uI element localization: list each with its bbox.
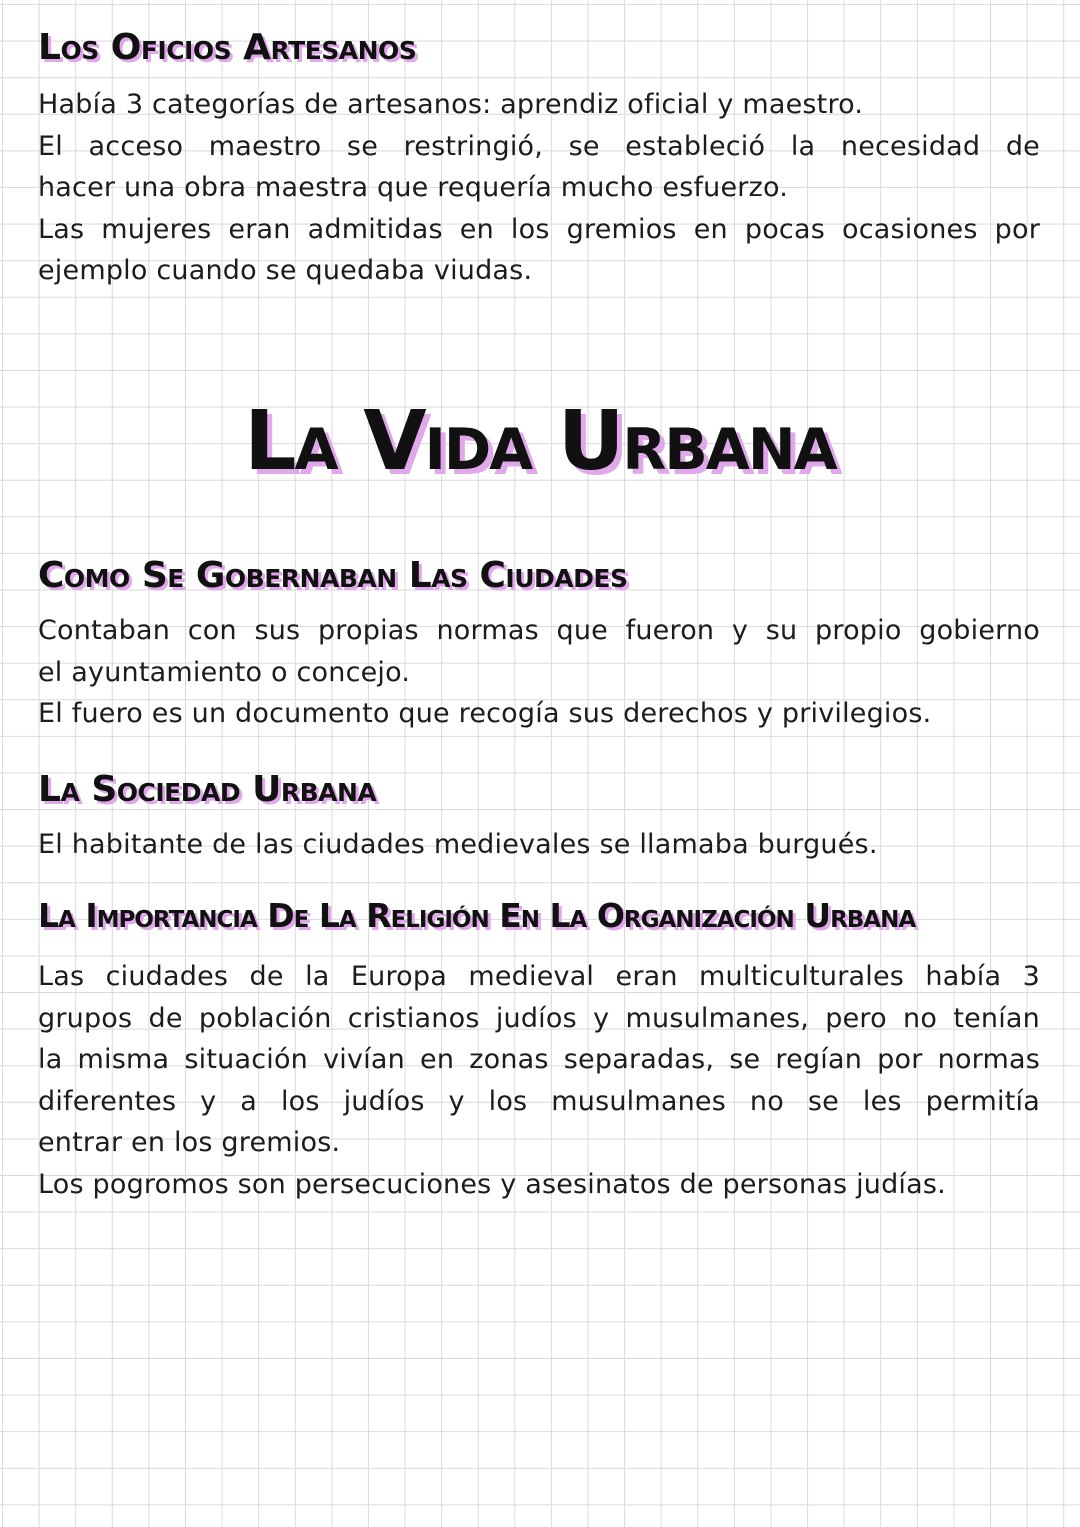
text-line: entrar en los gremios. — [38, 1127, 341, 1158]
text-line: El habitante de las ciudades medievales se llamaba burgués. — [38, 829, 878, 860]
text-line: El fuero es un documento que recogía sus derechos y privilegios. — [38, 698, 932, 729]
section-title-sociedad-urbana: La Sociedad Urbana — [38, 769, 377, 810]
text-line: diferentes y a los judíos y los musulmanes no se les permitía — [38, 1085, 1040, 1117]
paragraph-oficios — [38, 84, 1040, 292]
section-title-oficios-artesanos: Los Oficios Artesanos — [38, 27, 417, 68]
text-line: Contaban con sus propias normas que fueron y su propio gobierno — [38, 615, 1040, 646]
section-title-religion: La Importancia De La Religión En La Organización Urbana — [38, 896, 916, 935]
page-title: La Vida Urbana — [244, 394, 836, 489]
section-title-gobierno-ciudades: Como Se Gobernaban Las Ciudades — [38, 555, 628, 596]
text-line: Las mujeres eran admitidas en los gremios en pocas ocasiones por — [38, 213, 1040, 245]
text-line: El acceso maestro se restringió, se estableció la necesidad de — [38, 130, 1040, 162]
paragraph-religion — [38, 956, 1040, 1205]
text-line: el ayuntamiento o concejo. — [38, 656, 411, 688]
text-line: grupos de población cristianos judíos y musulmanes, pero no tenían — [38, 1002, 1040, 1034]
text-line: ejemplo cuando se quedaba viudas. — [38, 255, 533, 286]
paragraph-sociedad — [38, 824, 1040, 866]
text-line: Las ciudades de la Europa medieval eran multiculturales había 3 — [38, 961, 1040, 992]
text-line: Los pogromos son persecuciones y asesinatos de personas judías. — [38, 1168, 946, 1200]
text-line: la misma situación vivían en zonas separadas, se regían por normas — [38, 1044, 1040, 1075]
text-line: Había 3 categorías de artesanos: aprendiz oficial y maestro. — [38, 89, 864, 120]
text-line: hacer una obra maestra que requería mucho esfuerzo. — [38, 172, 789, 203]
paragraph-gobierno — [38, 610, 1040, 735]
